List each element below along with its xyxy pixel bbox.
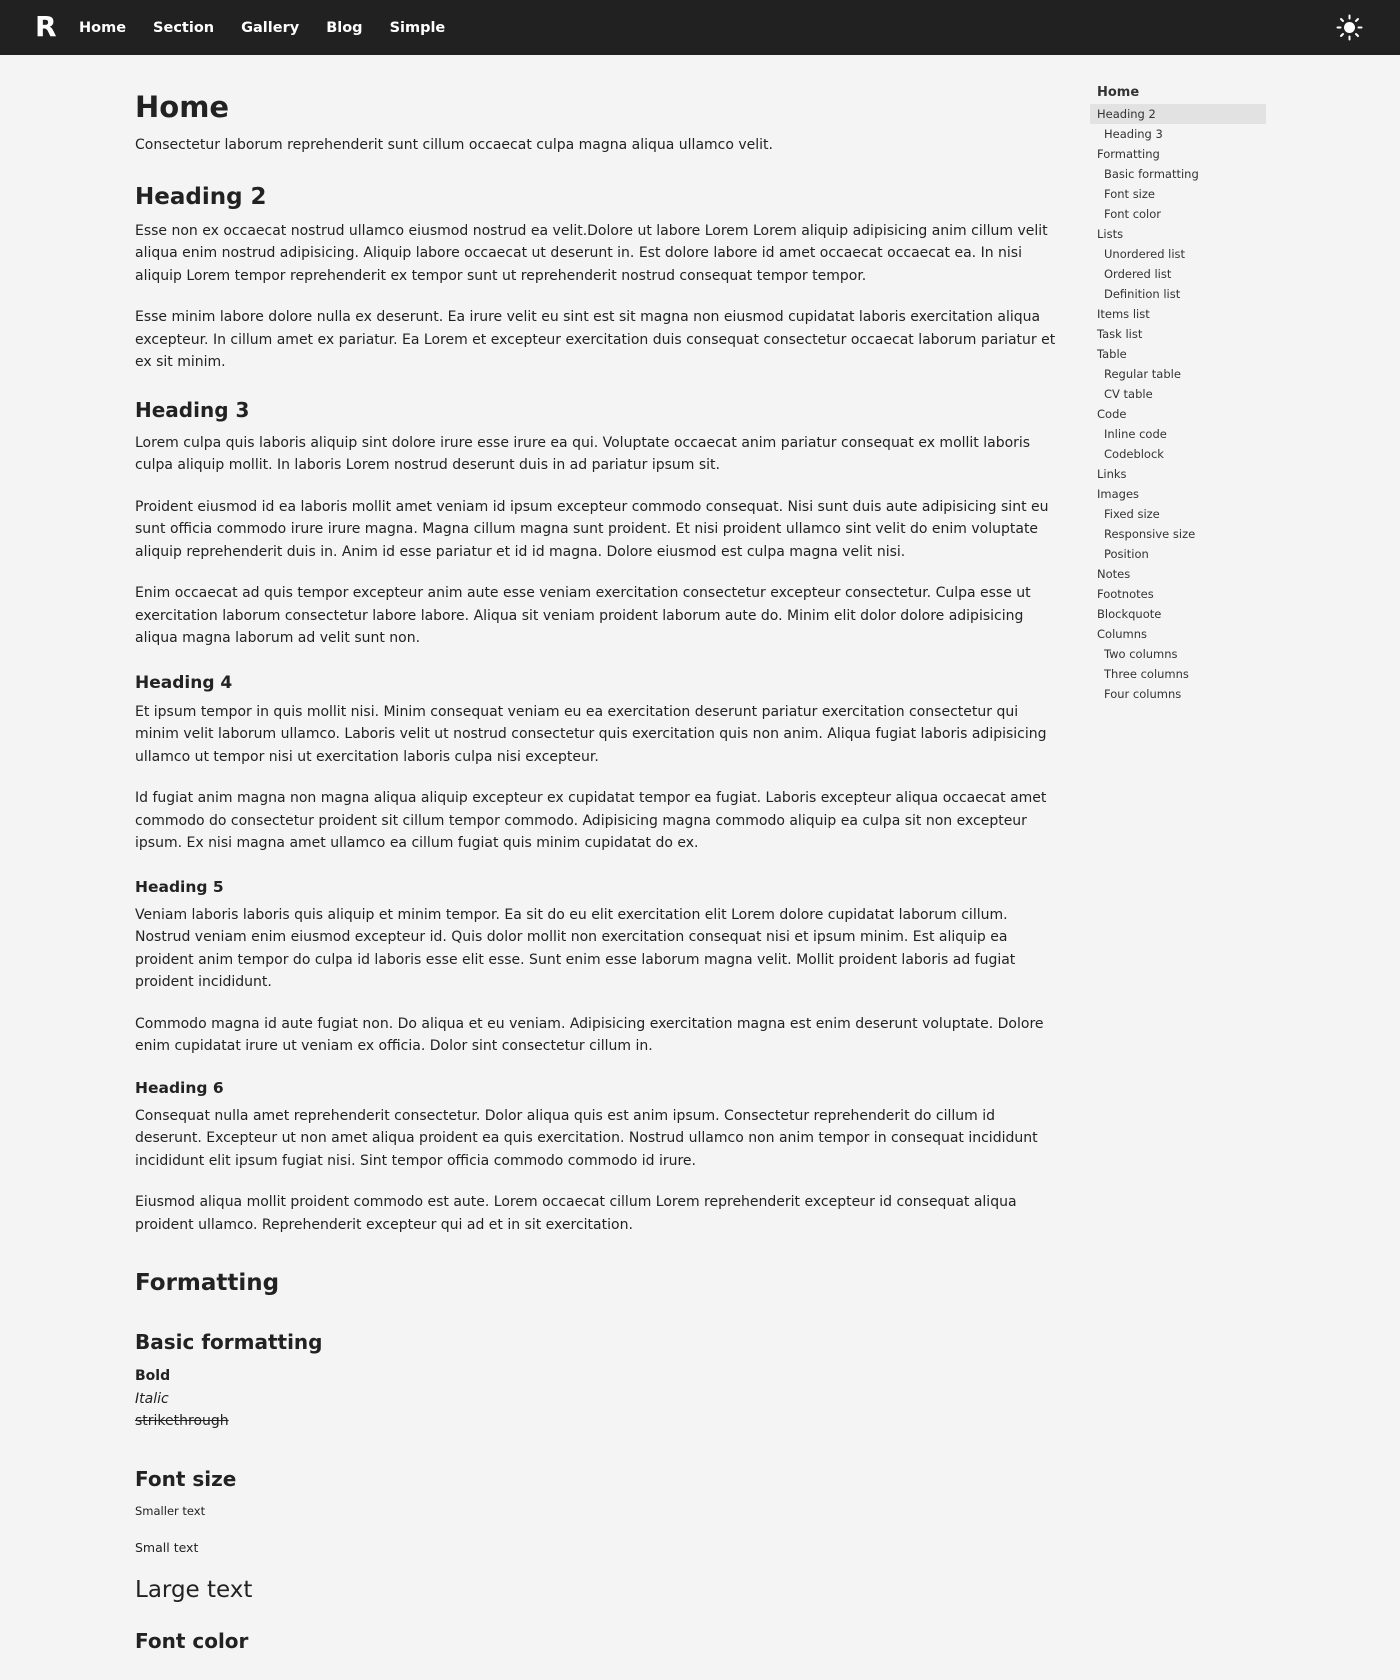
heading-4: Heading 4 bbox=[135, 672, 233, 693]
basic-formatting-heading: Basic formatting bbox=[135, 1330, 323, 1354]
toc-item-two-columns[interactable]: Two columns bbox=[1104, 647, 1178, 661]
toc-item-font-size[interactable]: Font size bbox=[1104, 187, 1155, 201]
toc-item-unordered-list[interactable]: Unordered list bbox=[1104, 247, 1186, 261]
toc-item-home[interactable]: Home bbox=[1097, 85, 1140, 100]
site-logo[interactable]: R bbox=[35, 10, 57, 43]
toc-item-columns[interactable]: Columns bbox=[1097, 627, 1148, 641]
nav-section-link[interactable]: Section bbox=[153, 19, 215, 36]
toc-item-definition-list[interactable]: Definition list bbox=[1104, 287, 1181, 301]
toc-item-ordered-list[interactable]: Ordered list bbox=[1104, 267, 1172, 281]
nav-gallery-link[interactable]: Gallery bbox=[241, 19, 300, 36]
main-content bbox=[135, 78, 1060, 1664]
toc-item-heading-3[interactable]: Heading 3 bbox=[1104, 127, 1163, 141]
heading-2: Heading 2 bbox=[135, 183, 267, 210]
toc-item-fixed-size[interactable]: Fixed size bbox=[1104, 507, 1160, 521]
toc-item-images[interactable]: Images bbox=[1097, 487, 1140, 501]
toc-item-responsive-size[interactable]: Responsive size bbox=[1104, 527, 1196, 541]
paragraph: Esse minim labore dolore nulla ex deserunt. Ea irure velit eu sint est sit magna non eiusmod cupidatat laboris exercitation aliqua excepteur. In cillum amet ex pariatur. Ea Lorem et excepteur exercitation duis consequat consectetur occaecat laborum pariatur et ex sit minim. bbox=[135, 309, 1056, 370]
nav-blog-link[interactable]: Blog bbox=[326, 19, 363, 36]
paragraph: Veniam laboris laboris quis aliquip et minim tempor. Ea sit do eu elit exercitation elit Lorem dolore cupidatat laborum cillum. Nostrud veniam enim eiusmod excepteur id. Quis dolor mollit non exercitation consequat nisi et ipsum minim. Est aliquip ea proident anim tempor do culpa id laboris esse elit esse. Sunt enim esse laborum magna velit. Mollit proident laboris ad fugiat proident incididunt. bbox=[135, 906, 1016, 990]
toc-item-basic-formatting[interactable]: Basic formatting bbox=[1104, 167, 1199, 181]
toc-item-task-list[interactable]: Task list bbox=[1097, 327, 1143, 341]
toc-item-notes[interactable]: Notes bbox=[1097, 567, 1131, 581]
toc-item-footnotes[interactable]: Footnotes bbox=[1097, 587, 1154, 601]
toc-item-blockquote[interactable]: Blockquote bbox=[1097, 607, 1162, 621]
main-nav bbox=[79, 0, 472, 55]
intro-paragraph: Consectetur laborum reprehenderit sunt cillum occaecat culpa magna aliqua ullamco velit. bbox=[135, 137, 773, 153]
toc-item-cv-table[interactable]: CV table bbox=[1104, 387, 1153, 401]
toc-item-codeblock[interactable]: Codeblock bbox=[1104, 447, 1164, 461]
paragraph: Lorem culpa quis laboris aliquip sint dolore irure esse irure ea qui. Voluptate occaecat anim pariatur consequat ex mollit laboris culpa aliquip mollit. In laboris Lorem nostrud deserunt duis in ad pariatur ipsum sit. bbox=[135, 434, 1031, 473]
toc-item-inline-code[interactable]: Inline code bbox=[1104, 427, 1167, 441]
table-of-contents bbox=[1090, 82, 1266, 704]
smaller-text: Smaller text bbox=[135, 1503, 206, 1518]
font-color-heading: Font color bbox=[135, 1628, 249, 1653]
sun-icon[interactable] bbox=[1336, 14, 1363, 41]
paragraph: Proident eiusmod id ea laboris mollit amet veniam id ipsum excepteur commodo consequat. Nisi sunt duis aute adipisicing sint eu sunt officia commodo irure irure magna. Magna cillum magna sunt proident. Et nisi proident ullamco sint velit do enim voluptate aliquip reprehenderit duis in. Anim id esse pariatur et id id magna. Dolore eiusmod est culpa magna velit nisi. bbox=[135, 498, 1049, 560]
toc-item-items-list[interactable]: Items list bbox=[1097, 307, 1150, 321]
paragraph: Et ipsum tempor in quis mollit nisi. Minim consequat veniam eu ea exercitation deserunt pariatur exercitation consectetur qui minim velit laborum ullamco. Laboris velit ut nostrud consectetur quis exercitation quis non anim. Aliqua fugiat laboris adipisicing ullamco ut tempor nisi ut exercitation laboris culpa nisi excepteur. bbox=[135, 703, 1047, 765]
heading-5: Heading 5 bbox=[135, 877, 224, 896]
large-text: Large text bbox=[135, 1576, 253, 1603]
paragraph: Commodo magna id aute fugiat non. Do aliqua et eu veniam. Adipisicing exercitation magna est enim deserunt voluptate. Dolore enim cupidatat irure ut veniam ex officia. Dolor sint consectetur cillum in. bbox=[135, 1015, 1044, 1054]
toc-item-table[interactable]: Table bbox=[1097, 347, 1127, 361]
toc-item-position[interactable]: Position bbox=[1104, 547, 1149, 561]
top-navbar bbox=[0, 0, 1400, 55]
toc-item-code[interactable]: Code bbox=[1097, 407, 1127, 421]
heading-3: Heading 3 bbox=[135, 397, 250, 422]
small-text: Small text bbox=[135, 1539, 199, 1555]
toc-item-lists[interactable]: Lists bbox=[1097, 227, 1124, 241]
page-title: Home bbox=[135, 90, 230, 124]
toc-item-heading-2[interactable]: Heading 2 bbox=[1090, 104, 1266, 124]
heading-6: Heading 6 bbox=[135, 1078, 224, 1097]
paragraph: Enim occaecat ad quis tempor excepteur anim aute esse veniam exercitation consectetur excepteur consectetur. Culpa esse ut exercitation laborum consectetur labore labore. Aliqua sit veniam proident laborum aute do. Minim elit dolor dolore adipisicing aliqua magna laborum ad velit sunt non. bbox=[135, 585, 1031, 646]
toc-item-formatting[interactable]: Formatting bbox=[1097, 147, 1160, 161]
paragraph: Id fugiat anim magna non magna aliqua aliquip excepteur ex cupidatat tempor ea fugiat. Laboris excepteur aliqua occaecat amet commodo do consectetur proident sit cillum tempor commodo. Adipisicing magna commodo aliquip ea culpa sit non excepteur ipsum. Ex nisi magna amet ullamco ea cillum fugiat quis minim cupidatat do ex. bbox=[135, 790, 1047, 851]
toc-item-four-columns[interactable]: Four columns bbox=[1104, 687, 1182, 701]
toc-item-links[interactable]: Links bbox=[1097, 467, 1127, 481]
paragraph: Consequat nulla amet reprehenderit consectetur. Dolor aliqua quis est anim ipsum. Consectetur reprehenderit do cillum id deserunt. Excepteur ut non amet aliqua proident ea quis exercitation. Nostrud ullamco non anim tempor in consequat incididunt incididunt elit ipsum fugiat nisi. Sint tempor officia commodo commodo id irure. bbox=[135, 1107, 1038, 1169]
nav-simple-link[interactable]: Simple bbox=[389, 19, 446, 36]
toc-item-three-columns[interactable]: Three columns bbox=[1104, 667, 1189, 681]
nav-home-link[interactable]: Home bbox=[79, 19, 127, 36]
formatting-heading: Formatting bbox=[135, 1270, 280, 1296]
toc-item-regular-table[interactable]: Regular table bbox=[1104, 367, 1181, 381]
font-size-heading: Font size bbox=[135, 1466, 237, 1491]
paragraph: Esse non ex occaecat nostrud ullamco eiusmod nostrud ea velit.Dolore ut labore Lorem Lorem aliquip adipisicing anim cillum velit aliqua enim nostrud adipisicing. Aliquip labore occaecat ut deserunt in. Est dolore labore id amet occaecat occaecat ea. In nisi aliquip Lorem tempor reprehenderit ex tempor sunt ut reprehenderit nostrud consequat tempor tempor. bbox=[135, 222, 1048, 284]
strikethrough-text: strikethrough bbox=[135, 1413, 229, 1429]
paragraph: Eiusmod aliqua mollit proident commodo est aute. Lorem occaecat cillum Lorem reprehenderit excepteur id consequat aliqua proident ullamco. Reprehenderit excepteur qui ad et in sit exercitation. bbox=[135, 1194, 1017, 1233]
italic-text: Italic bbox=[135, 1390, 169, 1407]
toc-item-font-color[interactable]: Font color bbox=[1104, 207, 1162, 221]
bold-text: Bold bbox=[135, 1368, 171, 1384]
